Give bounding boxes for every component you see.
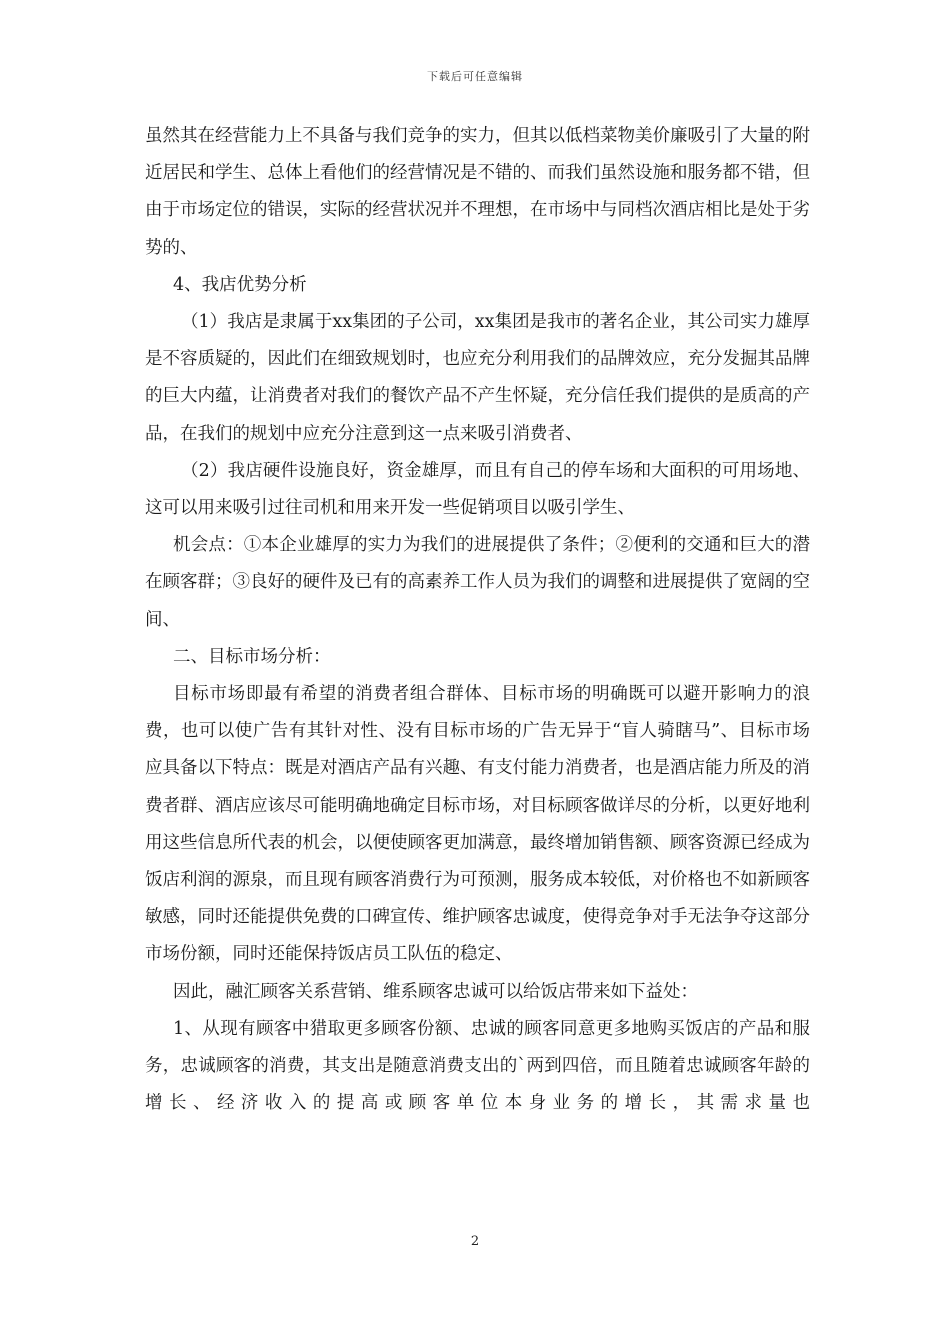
paragraph-benefits-intro: 因此，融汇顾客关系营销、维系顾客忠诚可以给饭店带来如下益处： — [173, 981, 698, 1002]
paragraph-advantage-1: （1）我店是隶属于xx集团的子公司，xx集团是我市的著名企业，其公司实力雄厚是不容质疑的，因此们在细致规划时，也应充分利用我们的品牌效应，充分发掘其品牌的巨大内蕴，让消费者对我们的餐饮产品不产生怀疑，充分信任我们提供的是质高的产品，在我们的规划中应充分注意到这一点来吸引消费者、 — [145, 312, 810, 444]
paragraph-advantage-2: （2）我店硬件设施良好，资金雄厚，而且有自己的停车场和大面积的可用场地、这可以用来吸引过往司机和用来开发一些促销项目以吸引学生、 — [145, 460, 810, 519]
paragraph-competitor-summary: 虽然其在经营能力上不具备与我们竞争的实力，但其以低档菜物美价廉吸引了大量的附近居民和学生、总体上看他们的经营情况是不错的、而我们虽然设施和服务都不错，但由于市场定位的错误，实际的经营状况并不理想，在市场中与同档次酒店相比是处于劣势的、 — [145, 126, 810, 258]
paragraph-target-market: 目标市场即最有希望的消费者组合群体、目标市场的明确既可以避开影响力的浪费，也可以使广告有其针对性、没有目标市场的广告无异于“盲人骑瞎马”、目标市场应具备以下特点：既是对酒店产品有兴趣、有支付能力消费者，也是酒店能力所及的消费者群、酒店应该尽可能明确地确定目标市场，对目标顾客做详尽的分析，以更好地利用这些信息所代表的机会，以便使顾客更加满意，最终增加销售额、顾客资源已经成为饭店利润的源泉，而且现有顾客消费行为可预测，服务成本较低，对价格也不如新顾客敏感，同时还能提供免费的口碑宣传、维护顾客忠诚度，使得竞争对手无法争夺这部分市场份额，同时还能保持饭店员工队伍的稳定、 — [145, 684, 810, 965]
page-number: 2 — [470, 1234, 480, 1249]
document-body — [145, 118, 810, 1122]
heading-target-market: 二、目标市场分析： — [173, 646, 331, 667]
paragraph-opportunities: 机会点：①本企业雄厚的实力为我们的进展提供了条件；②便利的交通和巨大的潜在顾客群；③良好的硬件及已有的高素养工作人员为我们的调整和进展提供了宽阔的空间、 — [145, 535, 810, 630]
paragraph-benefit-1: 1、从现有顾客中猎取更多顾客份额、忠诚的顾客同意更多地购买饭店的产品和服务，忠诚顾客的消费，其支出是随意消费支出的`两到四倍，而且随着忠诚顾客年龄的增长、经济收入的提高或顾客单位本身业务的增长，其需求量也 — [145, 1018, 810, 1114]
heading-advantage-analysis: 4、我店优势分析 — [173, 274, 307, 295]
page-header: 下载后可任意编辑 — [427, 70, 523, 83]
